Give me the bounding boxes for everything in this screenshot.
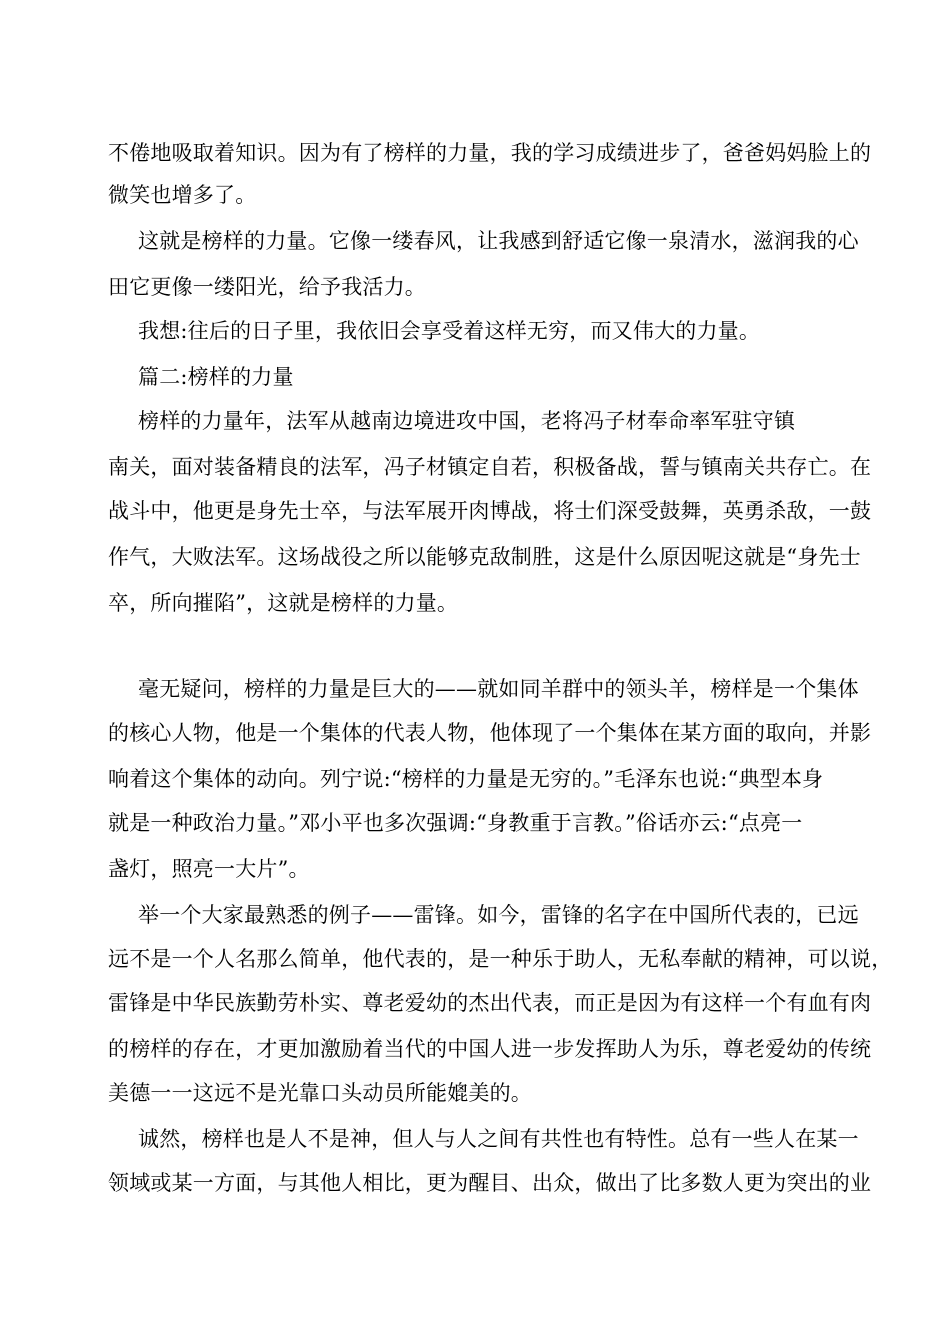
text-line: 卒，所向摧陷”，这就是榜样的力量。 (108, 591, 459, 615)
text-line: 我想:往后的日子里，我依旧会享受着这样无穷，而又伟大的力量。 (138, 319, 761, 343)
text-line: 这就是榜样的力量。它像一缕春风，让我感到舒适它像一泉清水，滋润我的心 (138, 229, 859, 253)
text-line: 榜样的力量年，法军从越南边境进攻中国，老将冯子材奉命率军驻守镇 (138, 409, 796, 433)
text-line: 盏灯，照亮一大片”。 (108, 857, 310, 881)
text-line: 不倦地吸取着知识。因为有了榜样的力量，我的学习成绩进步了，爸爸妈妈脸上的 (108, 141, 872, 165)
text-line: 领域或某一方面，与其他人相比，更为醒目、出众，做出了比多数人更为突出的业 (108, 1171, 872, 1195)
text-line: 远不是一个人名那么简单，他代表的，是一种乐于助人，无私奉献的精神，可以说， (108, 947, 893, 971)
text-line: 就是一种政治力量。”邓小平也多次强调:“身教重于言教。”俗话亦云:“点亮一 (108, 811, 803, 835)
text-line: 雷锋是中华民族勤劳朴实、尊老爱幼的杰出代表，而正是因为有这样一个有血有肉 (108, 991, 872, 1015)
section-heading: 篇二:榜样的力量 (138, 365, 294, 389)
text-line: 的榜样的存在，才更加激励着当代的中国人进一步发挥助人为乐，尊老爱幼的传统 (108, 1037, 872, 1061)
text-line: 微笑也增多了。 (108, 183, 257, 207)
text-line: 举一个大家最熟悉的例子——雷锋。如今，雷锋的名字在中国所代表的，已远 (138, 903, 859, 927)
text-line: 南关，面对装备精良的法军，冯子材镇定自若，积极备战，誓与镇南关共存亡。在 (108, 455, 872, 479)
text-line: 作气，大败法军。这场战役之所以能够克敌制胜，这是什么原因呢这就是“身先士 (108, 545, 861, 569)
text-line: 诚然，榜样也是人不是神，但人与人之间有共性也有特性。总有一些人在某一 (138, 1127, 859, 1151)
text-line: 毫无疑问，榜样的力量是巨大的——就如同羊群中的领头羊，榜样是一个集体 (138, 677, 859, 701)
text-line: 田它更像一缕阳光，给予我活力。 (108, 275, 426, 299)
text-line: 战斗中，他更是身先士卒，与法军展开肉博战，将士们深受鼓舞，英勇杀敌，一鼓 (108, 499, 872, 523)
text-line: 响着这个集体的动向。列宁说:“榜样的力量是无穷的。”毛泽东也说:“典型本身 (108, 767, 824, 791)
text-line: 的核心人物，他是一个集体的代表人物，他体现了一个集体在某方面的取向，并影 (108, 721, 872, 745)
text-line: 美德一一这远不是光靠口头动员所能媲美的。 (108, 1081, 532, 1105)
